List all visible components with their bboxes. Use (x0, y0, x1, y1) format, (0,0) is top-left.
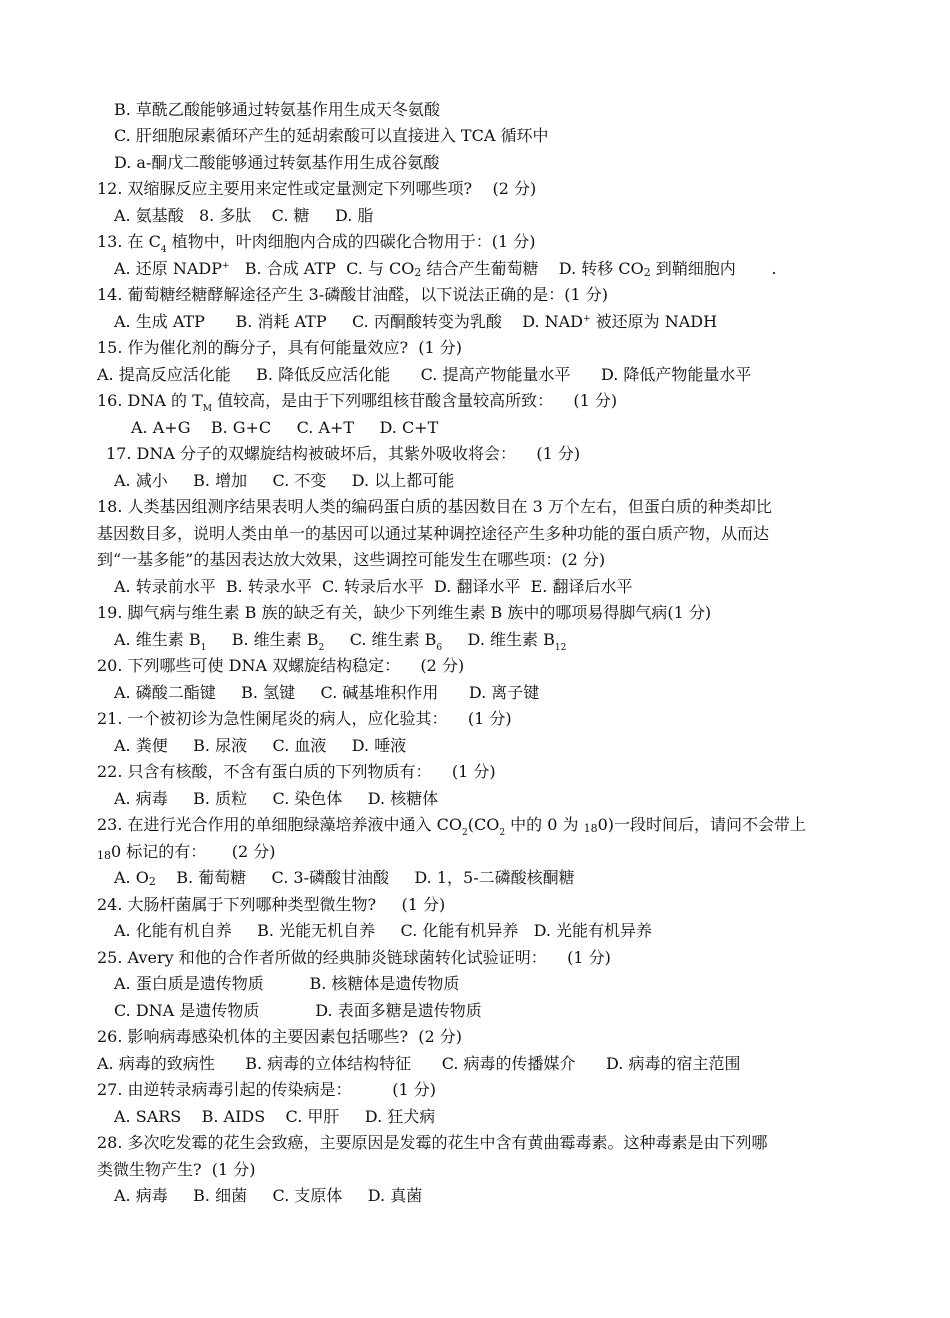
question-16: 16. DNA 的 $T_M$ 值较高，是由于下列哪组核苷酸含量较高所致： (1 分) (97, 391, 618, 414)
options-15: A. 提高反应活化能 B. 降低反应活化能 C. 提高产物能量水平 D. 降低产物能量水平 (97, 365, 752, 384)
options-25-ab: A. 蛋白质是遗传物质 B. 核糖体是遗传物质 (114, 974, 460, 993)
options-14: A. 生成 ATP B. 消耗 ATP C. 丙酮酸转变为乳酸 D. NAD+ 被还原为 NADH (114, 312, 718, 331)
options-21: A. 粪便 B. 尿液 C. 血液 D. 唾液 (114, 736, 407, 755)
options-22: A. 病毒 B. 质粒 C. 染色体 D. 核糖体 (114, 789, 439, 808)
question-23: 23. 在进行光合作用的单细胞绿藻培养液中通入 $CO_2(CO_2$ 中的 0 为 180)一段时间后，请问不会带上 (97, 815, 807, 838)
options-17: A. 减小 B. 增加 C. 不变 D. 以上都可能 (114, 471, 455, 490)
question-14: 14. 葡萄糖经糖酵解途径产生 3-磷酸甘油醛，以下说法正确的是：(1 分) (97, 285, 608, 304)
options-16: A. A+G B. G+C C. A+T D. C+T (131, 418, 439, 437)
options-24: A. 化能有机自养 B. 光能无机自养 C. 化能有机异养 D. 光能有机异养 (114, 921, 653, 940)
option-line: D. a-酮戊二酸能够通过转氨基作用生成谷氨酸 (114, 153, 440, 172)
question-19: 19. 脚气病与维生素 B 族的缺乏有关，缺少下列维生素 B 族中的哪项易得脚气病(1 分) (97, 603, 712, 622)
question-18-cont: 基因数目多，说明人类由单一的基因可以通过某种调控途径产生多种功能的蛋白质产物，从而达 (97, 524, 770, 543)
options-27: A. SARS B. AIDS C. 甲肝 D. 狂犬病 (114, 1107, 436, 1126)
question-28-cont: 类微生物产生? (1 分) (97, 1160, 256, 1179)
question-18-cont: 到“一基多能”的基因表达放大效果，这些调控可能发生在哪些项：(2 分) (97, 550, 606, 569)
options-13: A. 还原 NADP+ B. 合成 ATP C. 与 CO2 结合产生葡萄糖 D. 转移 CO2 到鞘细胞内 . (114, 259, 777, 279)
options-12: A. 氨基酸 8. 多肽 C. 糖 D. 脂 (114, 206, 374, 225)
question-24: 24. 大肠杆菌属于下列哪种类型微生物? (1 分) (97, 895, 446, 914)
question-18: 18. 人类基因组测序结果表明人类的编码蛋白质的基因数目在 3 万个左右，但蛋白质的种类却比 (97, 497, 772, 516)
question-15: 15. 作为催化剂的酶分子，具有何能量效应? (1 分) (97, 338, 463, 357)
question-13: 13. 在 $C_4$ 植物中，叶肉细胞内合成的四碳化合物用于：(1 分) (97, 232, 536, 255)
question-23-cont: 180 标记的有： (2 分) (97, 842, 276, 862)
options-26: A. 病毒的致病性 B. 病毒的立体结构特征 C. 病毒的传播媒介 D. 病毒的宿主范围 (97, 1054, 741, 1073)
question-27: 27. 由逆转录病毒引起的传染病是： (1 分) (97, 1080, 436, 1099)
options-18: A. 转录前水平 B. 转录水平 C. 转录后水平 D. 翻译水平 E. 翻译后水平 (114, 577, 633, 596)
question-17: 17. DNA 分子的双螺旋结构被破坏后，其紫外吸收将会： (1 分) (106, 444, 581, 463)
question-21: 21. 一个被初诊为急性阑尾炎的病人，应化验其： (1 分) (97, 709, 512, 728)
question-28: 28. 多次吃发霉的花生会致癌，主要原因是发霉的花生中含有黄曲霉毒素。这种毒素是由下列哪 (97, 1133, 768, 1152)
options-23: A. O2 B. 葡萄糖 C. 3-磷酸甘油酸 D. 1，5-二磷酸核酮糖 (114, 868, 575, 888)
option-line: C. 肝细胞尿素循环产生的延胡索酸可以直接进入 TCA 循环中 (114, 126, 549, 145)
options-28: A. 病毒 B. 细菌 C. 支原体 D. 真菌 (114, 1186, 423, 1205)
options-19: A. 维生素 $B_1$ B. 维生素 $B_2$ C. 维生素 $B_6$ D. 维生素 $B_{12}$ (114, 630, 567, 653)
options-20: A. 磷酸二酯键 B. 氢键 C. 碱基堆积作用 D. 离子键 (114, 683, 540, 702)
question-26: 26. 影响病毒感染机体的主要因素包括哪些? (2 分) (97, 1027, 463, 1046)
question-20: 20. 下列哪些可使 DNA 双螺旋结构稳定： (2 分) (97, 656, 465, 675)
option-line: B. 草酰乙酸能够通过转氨基作用生成天冬氨酸 (114, 100, 440, 119)
question-25: 25. Avery 和他的合作者所做的经典肺炎链球菌转化试验证明： (1 分) (97, 948, 611, 967)
options-25-cd: C. DNA 是遗传物质 D. 表面多糖是遗传物质 (114, 1001, 482, 1020)
question-12: 12. 双缩脲反应主要用来定性或定量测定下列哪些项? (2 分) (97, 179, 537, 198)
question-22: 22. 只含有核酸，不含有蛋白质的下列物质有： (1 分) (97, 762, 496, 781)
